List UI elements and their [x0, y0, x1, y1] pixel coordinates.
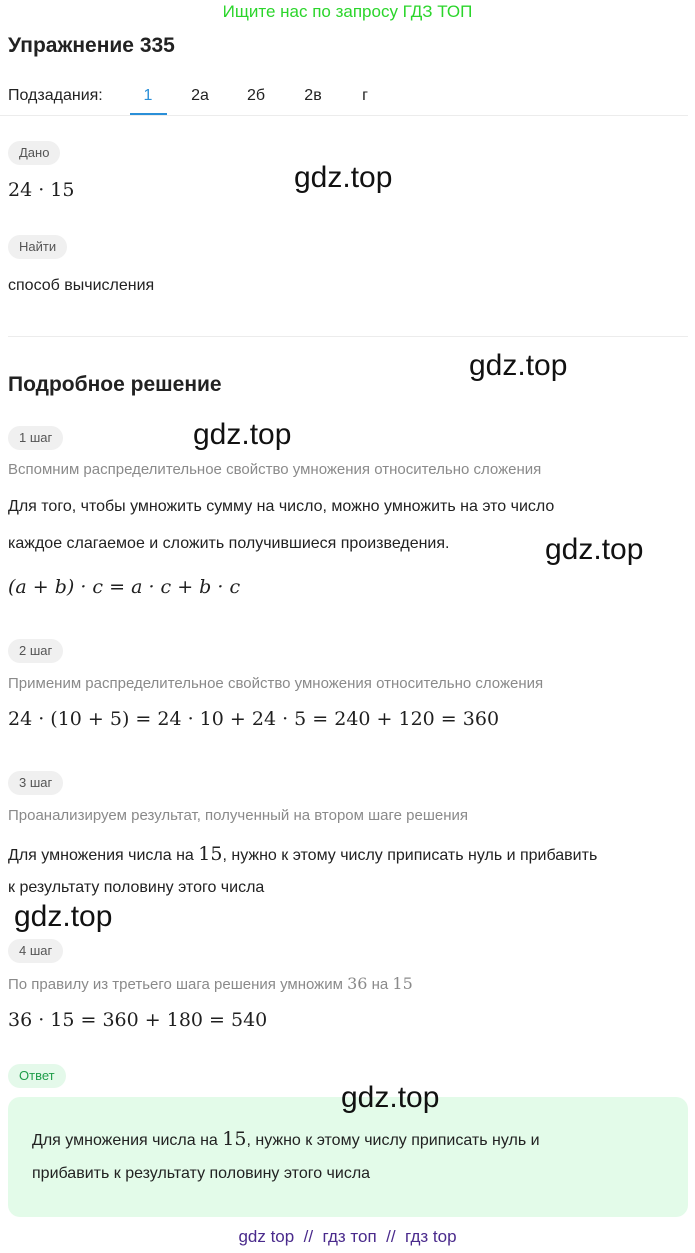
answer-box: [8, 1097, 688, 1217]
watermark: gdz.top: [193, 418, 292, 451]
watermark: gdz.top: [469, 349, 568, 382]
footer-links: gdz top // гдз топ // гдз top: [238, 1227, 457, 1246]
answer-number: 15: [222, 1128, 247, 1150]
step-1-formula: (a + b) · c = a · c + b · c: [8, 576, 241, 598]
tab-2a[interactable]: 2а: [191, 87, 209, 104]
step-1-hint: Вспомним распределительное свойство умножения относительно сложения: [8, 461, 542, 478]
tab-g[interactable]: г: [362, 87, 368, 104]
solution-title: Подробное решение: [8, 373, 222, 396]
step-4-hint-mid: на: [367, 976, 393, 993]
subtasks-label: Подзадания:: [8, 87, 103, 104]
step-4-hint: [8, 974, 413, 993]
step-3-text-b: , нужно к этому числу приписать нуль и прибавить: [222, 847, 598, 864]
step-4-number-2: 15: [392, 974, 413, 993]
given-badge: Дано: [8, 141, 60, 165]
step-3-text-line2: к результату половину этого числа: [8, 879, 265, 896]
step-1-text-line2: каждое слагаемое и сложить получившиеся произведения.: [8, 535, 450, 552]
watermark: gdz.top: [545, 533, 644, 566]
step-4-badge: 4 шаг: [8, 939, 63, 963]
answer-text-line1: [32, 1128, 540, 1150]
find-text: способ вычисления: [8, 277, 155, 294]
find-badge: Найти: [8, 235, 67, 259]
tab-2b[interactable]: 2б: [246, 87, 266, 104]
given-expression: 24 · 15: [8, 179, 75, 201]
step-3-text-a: Для умножения числа на: [8, 847, 199, 864]
tab-2v[interactable]: 2в: [304, 87, 322, 104]
step-4-hint-a: По правилу из третьего шага решения умножим: [8, 976, 348, 993]
watermark: gdz.top: [14, 900, 113, 933]
answer-badge: Ответ: [8, 1064, 66, 1088]
section-divider: [8, 336, 688, 337]
step-2-formula: 24 · (10 + 5) = 24 · 10 + 24 · 5 = 240 + 120 = 360: [8, 708, 500, 730]
watermark: gdz.top: [341, 1081, 440, 1114]
step-2-hint: Применим распределительное свойство умножения относительно сложения: [8, 675, 544, 692]
step-1-badge: 1 шаг: [8, 426, 63, 450]
watermark: gdz.top: [294, 161, 393, 194]
promo-banner: Ищите нас по запросу ГДЗ ТОП: [222, 2, 473, 21]
answer-text-a: Для умножения числа на: [32, 1132, 223, 1149]
step-3-badge: 3 шаг: [8, 771, 63, 795]
step-3-text-line1: [8, 843, 597, 865]
step-3-hint: Проанализируем результат, полученный на втором шаге решения: [8, 807, 468, 824]
step-1-text-line1: Для того, чтобы умножить сумму на число, можно умножить на это число: [8, 498, 555, 515]
tab-1[interactable]: 1: [143, 87, 153, 104]
step-3-number: 15: [198, 843, 223, 865]
answer-text-line2: прибавить к результату половину этого числа: [32, 1165, 371, 1182]
step-2-badge: 2 шаг: [8, 639, 63, 663]
page-title: Упражнение 335: [8, 34, 175, 57]
tabs-divider: [0, 115, 688, 116]
step-4-number-1: 36: [347, 974, 368, 993]
step-4-formula: 36 · 15 = 360 + 180 = 540: [8, 1009, 268, 1031]
answer-text-b: , нужно к этому числу приписать нуль и: [246, 1132, 540, 1149]
